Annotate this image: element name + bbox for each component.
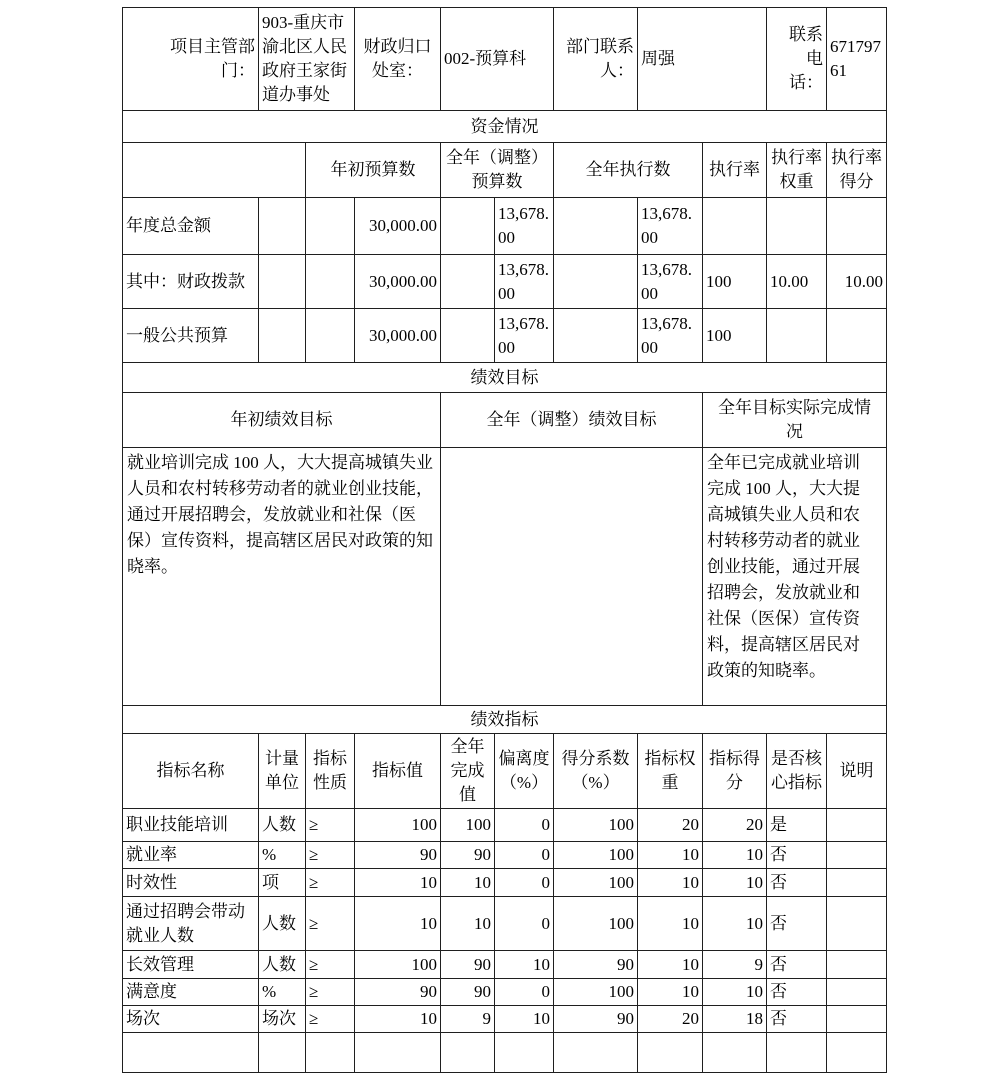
indicators-header-row <box>123 734 887 809</box>
goal-actual-text: 全年已完成就业培训完成 100 人，大大提高城镇失业人员和农村转移劳动者的就业创业技能，通过开展招聘会，发放就业和社保（医保）宣传资料，提高辖区居民对政策的知晓率。 <box>703 448 887 706</box>
funding-executed-value: 13,678.00 <box>638 255 703 309</box>
indicator-row <box>123 979 887 1006</box>
ind-name: 就业率 <box>123 842 259 869</box>
empty-cell <box>306 255 355 309</box>
ind-unit: 场次 <box>259 1006 306 1033</box>
empty-cell <box>554 255 638 309</box>
empty-cell <box>554 198 638 255</box>
empty-cell <box>259 198 306 255</box>
indicator-row <box>123 1006 887 1033</box>
funding-rate-value <box>703 198 767 255</box>
funding-score-value: 10.00 <box>827 255 887 309</box>
funding-row-total <box>123 198 887 255</box>
goals-content-row <box>123 448 887 706</box>
ind-completion: 90 <box>441 979 495 1006</box>
ind-note <box>827 951 887 979</box>
ind-header-coefficient: 得分系数（%） <box>554 734 638 809</box>
contact-label: 部门联系人： <box>554 8 638 111</box>
empty-cell <box>554 309 638 363</box>
funding-rate-value: 100 <box>703 309 767 363</box>
ind-property: ≥ <box>306 869 355 897</box>
ind-score: 10 <box>703 979 767 1006</box>
phone-value: 67179761 <box>827 8 887 111</box>
ind-target: 10 <box>355 897 441 951</box>
ind-deviation: 10 <box>495 951 554 979</box>
ind-target: 10 <box>355 1006 441 1033</box>
ind-completion: 100 <box>441 809 495 842</box>
ind-coefficient: 90 <box>554 1006 638 1033</box>
ind-score: 20 <box>703 809 767 842</box>
empty-cell <box>355 1033 441 1073</box>
ind-completion: 90 <box>441 951 495 979</box>
cutoff-row <box>123 1033 887 1073</box>
ind-weight: 10 <box>638 842 703 869</box>
ind-unit: 人数 <box>259 951 306 979</box>
empty-cell <box>441 255 495 309</box>
ind-score: 10 <box>703 842 767 869</box>
empty-cell <box>259 309 306 363</box>
section-title-funding: 资金情况 <box>123 111 887 143</box>
ind-target: 90 <box>355 979 441 1006</box>
ind-deviation: 0 <box>495 842 554 869</box>
funding-header-initial: 年初预算数 <box>306 143 441 198</box>
finance-office-value: 002-预算科 <box>441 8 554 111</box>
ind-header-note: 说明 <box>827 734 887 809</box>
ind-score: 18 <box>703 1006 767 1033</box>
ind-header-core: 是否核心指标 <box>767 734 827 809</box>
goals-header-row <box>123 393 887 448</box>
contact-value: 周强 <box>638 8 767 111</box>
ind-weight: 20 <box>638 1006 703 1033</box>
ind-unit: 人数 <box>259 809 306 842</box>
ind-coefficient: 100 <box>554 979 638 1006</box>
ind-header-unit: 计量单位 <box>259 734 306 809</box>
ind-name: 满意度 <box>123 979 259 1006</box>
ind-name: 职业技能培训 <box>123 809 259 842</box>
ind-target: 100 <box>355 809 441 842</box>
ind-weight: 10 <box>638 979 703 1006</box>
dept-label: 项目主管部门： <box>123 8 259 111</box>
empty-cell <box>703 1033 767 1073</box>
ind-unit: 人数 <box>259 897 306 951</box>
funding-initial-value: 30,000.00 <box>355 255 441 309</box>
ind-header-name: 指标名称 <box>123 734 259 809</box>
indicator-row <box>123 951 887 979</box>
ind-coefficient: 100 <box>554 809 638 842</box>
ind-property: ≥ <box>306 979 355 1006</box>
ind-core: 否 <box>767 842 827 869</box>
ind-header-weight: 指标权重 <box>638 734 703 809</box>
ind-note <box>827 869 887 897</box>
ind-header-property: 指标性质 <box>306 734 355 809</box>
ind-name: 长效管理 <box>123 951 259 979</box>
ind-deviation: 10 <box>495 1006 554 1033</box>
goals-header-initial: 年初绩效目标 <box>123 393 441 448</box>
funding-weight-value <box>767 198 827 255</box>
ind-score: 10 <box>703 897 767 951</box>
ind-weight: 10 <box>638 951 703 979</box>
indicator-row <box>123 869 887 897</box>
ind-note <box>827 897 887 951</box>
ind-note <box>827 1006 887 1033</box>
ind-weight: 10 <box>638 869 703 897</box>
ind-weight: 10 <box>638 897 703 951</box>
ind-completion: 9 <box>441 1006 495 1033</box>
ind-name: 场次 <box>123 1006 259 1033</box>
ind-header-score: 指标得分 <box>703 734 767 809</box>
ind-core: 否 <box>767 897 827 951</box>
funding-rate-value: 100 <box>703 255 767 309</box>
goal-adjusted-text <box>441 448 703 706</box>
funding-header-executed: 全年执行数 <box>554 143 703 198</box>
funding-header-rate-score: 执行率得分 <box>827 143 887 198</box>
ind-core: 否 <box>767 979 827 1006</box>
ind-name: 通过招聘会带动就业人数 <box>123 897 259 951</box>
ind-completion: 10 <box>441 869 495 897</box>
finance-office-label: 财政归口处室： <box>355 8 441 111</box>
funding-header-rate-weight: 执行率权重 <box>767 143 827 198</box>
funding-score-value <box>827 198 887 255</box>
funding-header-adjusted: 全年（调整）预算数 <box>441 143 554 198</box>
info-row <box>123 8 887 111</box>
ind-unit: % <box>259 979 306 1006</box>
funding-row-fiscal <box>123 255 887 309</box>
indicator-row <box>123 897 887 951</box>
ind-deviation: 0 <box>495 809 554 842</box>
funding-row-label: 一般公共预算 <box>123 309 259 363</box>
funding-header-row <box>123 143 887 198</box>
empty-cell <box>259 1033 306 1073</box>
funding-adjusted-value: 13,678.00 <box>495 309 554 363</box>
ind-weight: 20 <box>638 809 703 842</box>
funding-adjusted-value: 13,678.00 <box>495 198 554 255</box>
ind-score: 10 <box>703 869 767 897</box>
ind-unit: 项 <box>259 869 306 897</box>
funding-weight-value <box>767 309 827 363</box>
empty-cell <box>306 198 355 255</box>
ind-header-target: 指标值 <box>355 734 441 809</box>
goal-initial-text: 就业培训完成 100 人，大大提高城镇失业人员和农村转移劳动者的就业创业技能，通过开展招聘会，发放就业和社保（医保）宣传资料，提高辖区居民对政策的知晓率。 <box>123 448 441 706</box>
funding-row-label: 年度总金额 <box>123 198 259 255</box>
ind-header-deviation: 偏离度（%） <box>495 734 554 809</box>
ind-target: 100 <box>355 951 441 979</box>
empty-cell <box>441 198 495 255</box>
ind-core: 否 <box>767 1006 827 1033</box>
ind-completion: 90 <box>441 842 495 869</box>
ind-property: ≥ <box>306 897 355 951</box>
funding-title-row <box>123 111 887 143</box>
empty-cell <box>123 143 306 198</box>
ind-core: 否 <box>767 869 827 897</box>
ind-property: ≥ <box>306 842 355 869</box>
empty-cell <box>441 1033 495 1073</box>
funding-initial-value: 30,000.00 <box>355 309 441 363</box>
ind-target: 10 <box>355 869 441 897</box>
ind-note <box>827 809 887 842</box>
indicator-row <box>123 809 887 842</box>
funding-row-public-budget <box>123 309 887 363</box>
goals-title-row <box>123 363 887 393</box>
ind-unit: % <box>259 842 306 869</box>
ind-coefficient: 100 <box>554 897 638 951</box>
ind-deviation: 0 <box>495 869 554 897</box>
ind-note <box>827 842 887 869</box>
empty-cell <box>495 1033 554 1073</box>
ind-property: ≥ <box>306 951 355 979</box>
funding-executed-value: 13,678.00 <box>638 309 703 363</box>
indicators-title-row <box>123 706 887 734</box>
ind-core: 是 <box>767 809 827 842</box>
ind-property: ≥ <box>306 809 355 842</box>
funding-row-label: 其中：财政拨款 <box>123 255 259 309</box>
funding-executed-value: 13,678.00 <box>638 198 703 255</box>
ind-coefficient: 100 <box>554 869 638 897</box>
dept-value: 903-重庆市渝北区人民政府王家街道办事处 <box>259 8 355 111</box>
performance-report-table <box>122 7 887 1073</box>
ind-coefficient: 100 <box>554 842 638 869</box>
section-title-indicators: 绩效指标 <box>123 706 887 734</box>
ind-target: 90 <box>355 842 441 869</box>
ind-score: 9 <box>703 951 767 979</box>
funding-initial-value: 30,000.00 <box>355 198 441 255</box>
funding-score-value <box>827 309 887 363</box>
ind-deviation: 0 <box>495 979 554 1006</box>
empty-cell <box>638 1033 703 1073</box>
empty-cell <box>554 1033 638 1073</box>
empty-cell <box>123 1033 259 1073</box>
empty-cell <box>306 309 355 363</box>
ind-deviation: 0 <box>495 897 554 951</box>
ind-core: 否 <box>767 951 827 979</box>
goals-header-actual: 全年目标实际完成情况 <box>703 393 887 448</box>
phone-label: 联系电话： <box>767 8 827 111</box>
ind-property: ≥ <box>306 1006 355 1033</box>
ind-header-completion: 全年完成值 <box>441 734 495 809</box>
ind-coefficient: 90 <box>554 951 638 979</box>
ind-completion: 10 <box>441 897 495 951</box>
funding-weight-value: 10.00 <box>767 255 827 309</box>
ind-name: 时效性 <box>123 869 259 897</box>
funding-adjusted-value: 13,678.00 <box>495 255 554 309</box>
empty-cell <box>441 309 495 363</box>
indicator-row <box>123 842 887 869</box>
empty-cell <box>306 1033 355 1073</box>
empty-cell <box>827 1033 887 1073</box>
empty-cell <box>259 255 306 309</box>
section-title-goals: 绩效目标 <box>123 363 887 393</box>
empty-cell <box>767 1033 827 1073</box>
funding-header-rate: 执行率 <box>703 143 767 198</box>
ind-note <box>827 979 887 1006</box>
goals-header-adjusted: 全年（调整）绩效目标 <box>441 393 703 448</box>
